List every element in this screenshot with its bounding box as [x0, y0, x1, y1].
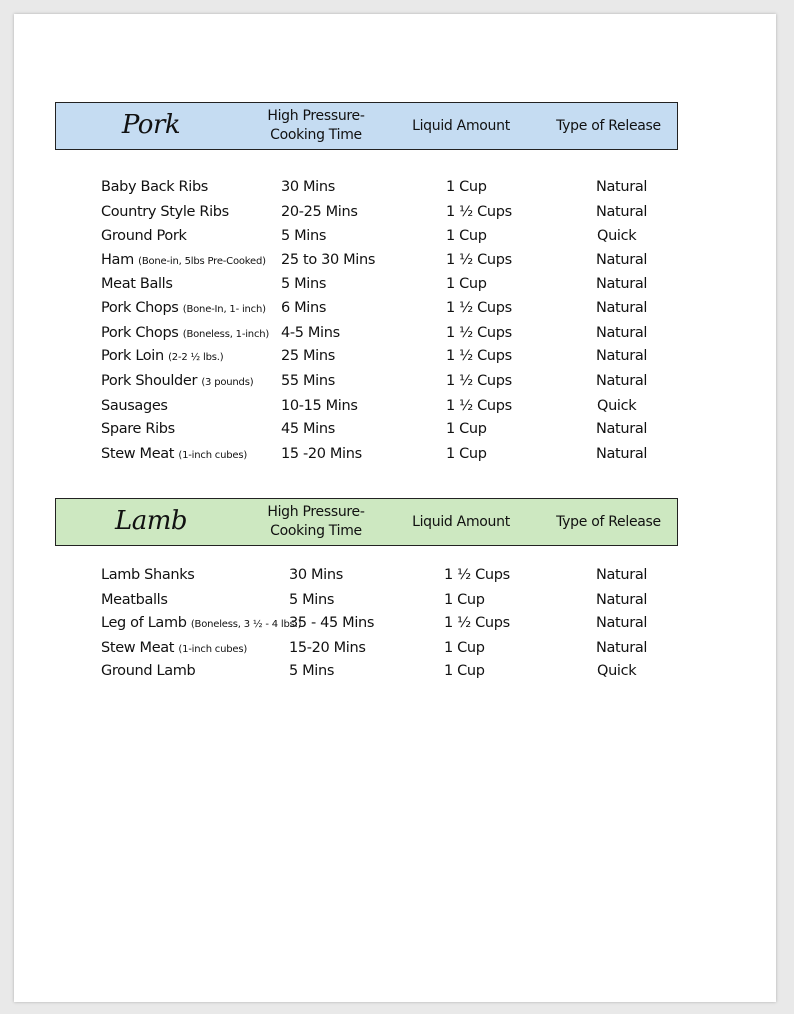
- cooking-time: 30 Mins: [281, 179, 335, 195]
- pork-col-release: Type of Release: [556, 117, 661, 134]
- pork-col-liquid: Liquid Amount: [412, 117, 510, 134]
- table-row: [0, 640, 794, 664]
- release-type: Natural: [596, 276, 648, 292]
- item-name: Meat Balls: [101, 276, 173, 292]
- lamb-title: Lamb: [114, 506, 188, 537]
- release-type: Quick: [597, 663, 637, 679]
- cooking-time: 5 Mins: [289, 663, 335, 679]
- item-note: (2-2 ½ lbs.): [168, 352, 224, 363]
- table-row: [0, 373, 794, 397]
- release-type: Natural: [596, 300, 648, 316]
- lamb-col-cooking-time: [246, 499, 386, 545]
- liquid-amount: 1 ½ Cups: [446, 252, 512, 268]
- release-type: Natural: [596, 179, 648, 195]
- item-name: Ground Pork: [101, 228, 187, 244]
- item-name: Ham (Bone-in, 5lbs Pre-Cooked): [101, 252, 266, 268]
- pork-header: [55, 102, 678, 150]
- release-type: Quick: [597, 228, 637, 244]
- item-name: Stew Meat (1-inch cubes): [101, 640, 248, 656]
- release-type: Natural: [596, 421, 648, 437]
- pork-col-cooking-time-line2: Cooking Time: [270, 127, 362, 143]
- cooking-time: 25 to 30 Mins: [281, 252, 376, 268]
- liquid-amount: 1 Cup: [444, 663, 485, 679]
- item-note: (Boneless, 3 ½ - 4 lbs.): [190, 619, 302, 630]
- table-row: [0, 398, 794, 422]
- lamb-col-cooking-time-line1: High Pressure-: [267, 504, 365, 521]
- table-row: [0, 663, 794, 687]
- liquid-amount: 1 ½ Cups: [446, 204, 512, 220]
- cooking-time: 20-25 Mins: [281, 204, 358, 220]
- liquid-amount: 1 Cup: [444, 640, 485, 656]
- table-row: [0, 592, 794, 616]
- item-name: Leg of Lamb (Boneless, 3 ½ - 4 lbs.): [101, 615, 302, 631]
- release-type: Natural: [596, 373, 648, 389]
- cooking-time: 55 Mins: [281, 373, 335, 389]
- cooking-time: 15-20 Mins: [289, 640, 366, 656]
- item-name: Pork Shoulder (3 pounds): [101, 373, 254, 389]
- table-row: [0, 204, 794, 228]
- release-type: Natural: [596, 446, 648, 462]
- item-note: (1-inch cubes): [178, 450, 248, 461]
- item-note: (Bone-in, 5lbs Pre-Cooked): [138, 256, 266, 267]
- release-type: Natural: [596, 592, 648, 608]
- cooking-time: 6 Mins: [281, 300, 327, 316]
- cooking-time: 5 Mins: [289, 592, 335, 608]
- table-row: [0, 421, 794, 445]
- liquid-amount: 1 ½ Cups: [446, 325, 512, 341]
- table-row: [0, 179, 794, 203]
- lamb-header: [55, 498, 678, 546]
- liquid-amount: 1 Cup: [446, 276, 487, 292]
- item-name: Pork Loin (2-2 ½ lbs.): [101, 348, 224, 364]
- item-note: (3 pounds): [201, 377, 254, 388]
- table-row: [0, 252, 794, 276]
- cooking-time: 4-5 Mins: [281, 325, 340, 341]
- table-row: [0, 348, 794, 372]
- cooking-time: 5 Mins: [281, 228, 327, 244]
- item-name: Lamb Shanks: [101, 567, 195, 583]
- liquid-amount: 1 ½ Cups: [446, 348, 512, 364]
- release-type: Natural: [596, 348, 648, 364]
- item-note: (Bone-In, 1- inch): [182, 304, 266, 315]
- cooking-time: 45 Mins: [281, 421, 335, 437]
- pork-col-cooking-time-line1: High Pressure-: [267, 108, 365, 125]
- item-name: Baby Back Ribs: [101, 179, 209, 195]
- liquid-amount: 1 ½ Cups: [444, 615, 510, 631]
- release-type: Natural: [596, 325, 648, 341]
- cooking-time: 35 - 45 Mins: [289, 615, 375, 631]
- cooking-time: 30 Mins: [289, 567, 343, 583]
- lamb-col-liquid: Liquid Amount: [412, 513, 510, 530]
- liquid-amount: 1 Cup: [446, 179, 487, 195]
- cooking-time: 15 -20 Mins: [281, 446, 362, 462]
- liquid-amount: 1 ½ Cups: [444, 567, 510, 583]
- release-type: Quick: [597, 398, 637, 414]
- liquid-amount: 1 ½ Cups: [446, 373, 512, 389]
- lamb-col-cooking-time-line2: Cooking Time: [270, 523, 362, 539]
- table-row: [0, 615, 794, 639]
- release-type: Natural: [596, 640, 648, 656]
- table-row: [0, 300, 794, 324]
- item-note: (1-inch cubes): [178, 644, 248, 655]
- table-row: [0, 228, 794, 252]
- item-name: Country Style Ribs: [101, 204, 229, 220]
- liquid-amount: 1 Cup: [446, 446, 487, 462]
- liquid-amount: 1 Cup: [446, 228, 487, 244]
- item-name: Stew Meat (1-inch cubes): [101, 446, 248, 462]
- liquid-amount: 1 Cup: [446, 421, 487, 437]
- table-row: [0, 446, 794, 470]
- release-type: Natural: [596, 204, 648, 220]
- item-name: Spare Ribs: [101, 421, 175, 437]
- release-type: Natural: [596, 615, 648, 631]
- cooking-time: 25 Mins: [281, 348, 335, 364]
- pork-title: Pork: [121, 110, 181, 141]
- table-row: [0, 276, 794, 300]
- table-row: [0, 567, 794, 591]
- item-name: Sausages: [101, 398, 168, 414]
- item-note: (Boneless, 1-inch): [182, 329, 270, 340]
- release-type: Natural: [596, 252, 648, 268]
- pork-col-cooking-time: [246, 103, 386, 149]
- liquid-amount: 1 Cup: [444, 592, 485, 608]
- liquid-amount: 1 ½ Cups: [446, 398, 512, 414]
- table-row: [0, 325, 794, 349]
- cooking-time: 10-15 Mins: [281, 398, 358, 414]
- item-name: Meatballs: [101, 592, 168, 608]
- item-name: Ground Lamb: [101, 663, 196, 679]
- item-name: Pork Chops (Bone-In, 1- inch): [101, 300, 266, 316]
- liquid-amount: 1 ½ Cups: [446, 300, 512, 316]
- release-type: Natural: [596, 567, 648, 583]
- item-name: Pork Chops (Boneless, 1-inch): [101, 325, 270, 341]
- lamb-col-release: Type of Release: [556, 513, 661, 530]
- cooking-time: 5 Mins: [281, 276, 327, 292]
